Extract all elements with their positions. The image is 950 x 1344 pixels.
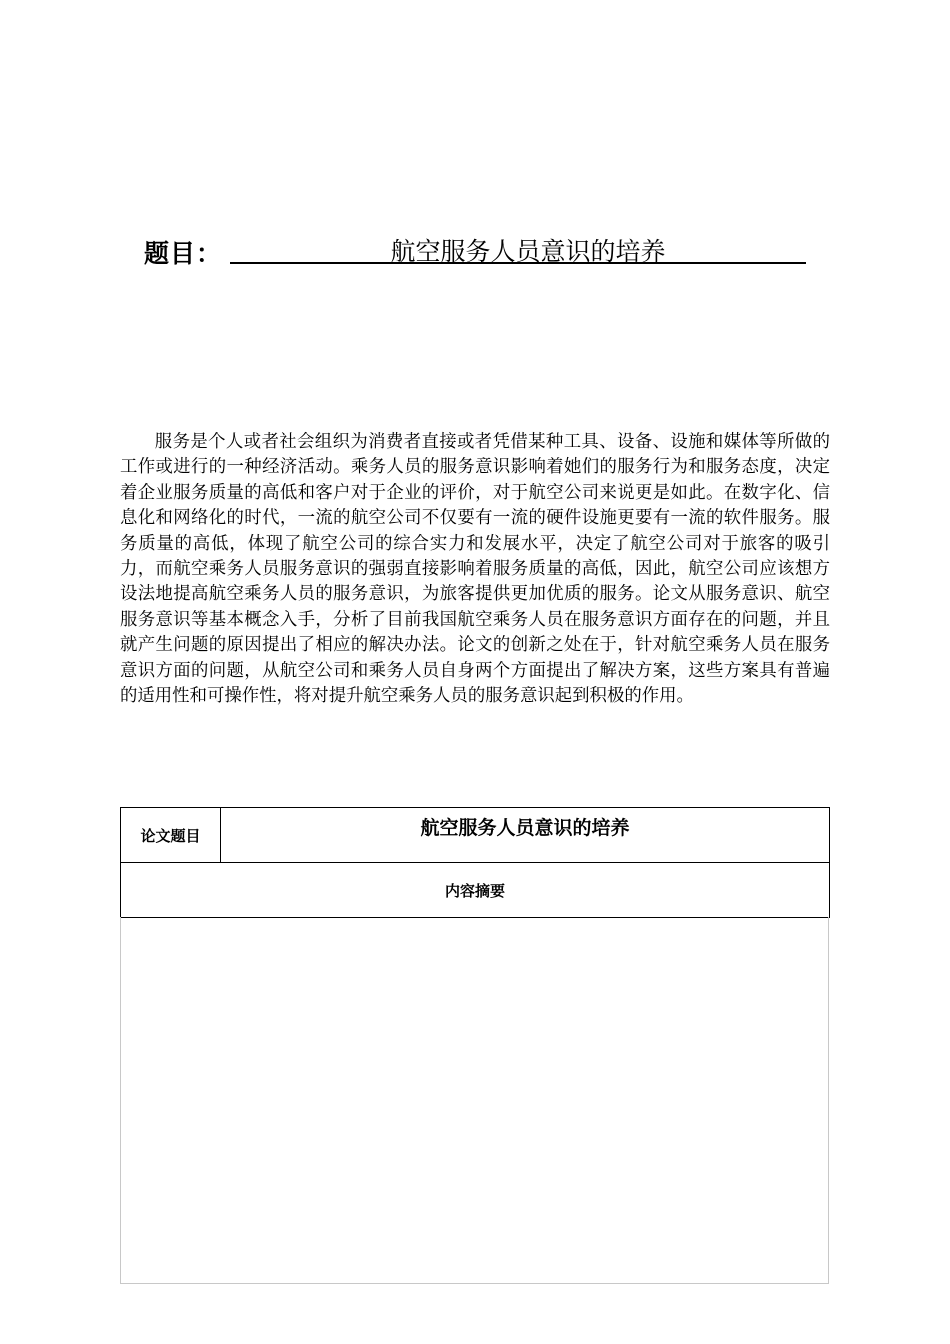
thesis-title-value: 航空服务人员意识的培养: [221, 808, 830, 863]
table-row: [121, 863, 830, 918]
thesis-title-label: 论文题目: [121, 808, 221, 863]
title-line: [144, 226, 806, 272]
title-label: 题目：: [144, 239, 223, 268]
abstract-paragraph: 服务是个人或者社会组织为消费者直接或者凭借某种工具、设备、设施和媒体等所做的工作或进行的一种经济活动。乘务人员的服务意识影响着她们的服务行为和服务态度，决定着企业服务质量的高低和客户对于企业的评价，对于航空公司来说更是如此。在数字化、信息化和网络化的时代，一流的航空公司不仅要有一流的硬件设施更要有一流的软件服务。服务质量的高低，体现了航空公司的综合实力和发展水平，决定了航空公司对于旅客的吸引力，而航空乘务人员服务意识的强弱直接影响着服务质量的高低，因此，航空公司应该想方设法地提高航空乘务人员的服务意识，为旅客提供更加优质的服务。论文从服务意识、航空服务意识等基本概念入手，分析了目前我国航空乘务人员在服务意识方面存在的问题，并且就产生问题的原因提出了相应的解决办法。论文的创新之处在于，针对航空乘务人员在服务意识方面的问题，从航空公司和乘务人员自身两个方面提出了解决方案，这些方案具有普遍的适用性和可操作性，将对提升航空乘务人员的服务意识起到积极的作用。: [120, 432, 830, 707]
summary-header: 内容摘要: [121, 863, 830, 918]
summary-content-box: [120, 917, 829, 1284]
document-title: 航空服务人员意识的培养: [390, 237, 666, 266]
table-row: [121, 808, 830, 863]
thesis-form-table: [120, 807, 830, 918]
